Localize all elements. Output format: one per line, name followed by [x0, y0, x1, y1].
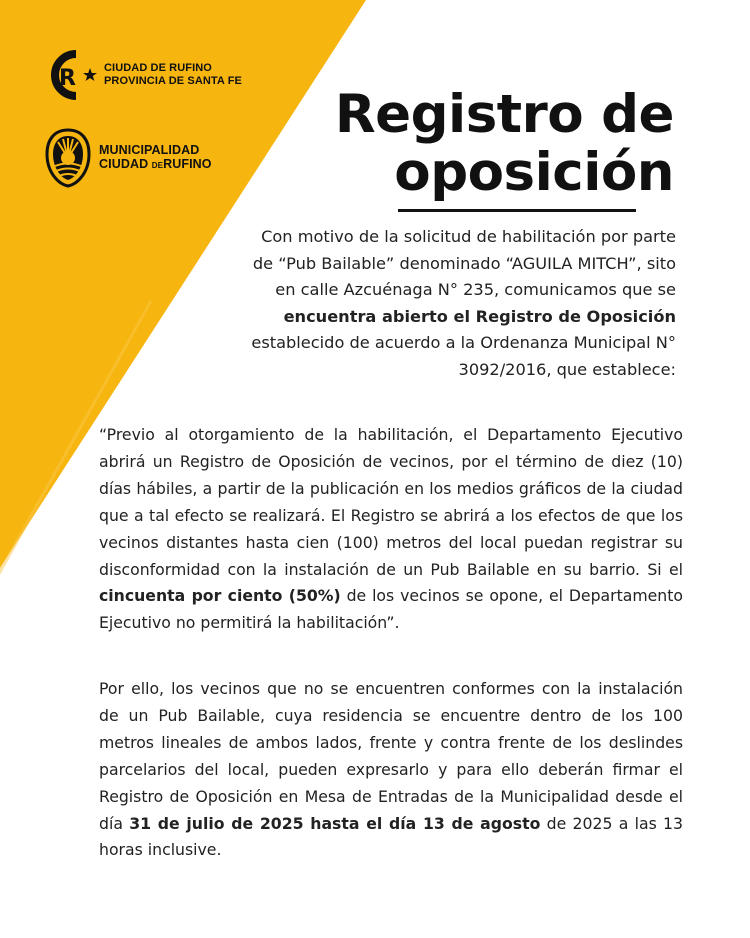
intro-highlight: encuentra abierto el Registro de Oposición: [283, 306, 676, 326]
city-name: CIUDAD DE RUFINO: [104, 62, 212, 74]
title-line-2: oposición: [394, 142, 674, 203]
municipality-label: MUNICIPALIDAD: [99, 143, 200, 157]
city-logo: [44, 48, 242, 102]
logos: [44, 48, 242, 188]
page-title: [335, 86, 674, 202]
municipal-shield-icon: [44, 128, 92, 188]
svg-text:R: R: [59, 66, 76, 91]
ordinance-quote: “Previo al otorgamiento de la habilitación, el Departamento Ejecutivo abrirá un Registro de Oposición de vecinos, por el término de diez (10) días hábiles, a partir de la publicación en los medios gráficos de la ciudad que a tal efecto se realizará. El Registro se abrirá a los efectos de que los vecinos distantes hasta cien (100) metros del local puedan registrar su disconformidad con la instalación de un Pub Bailable en su barrio. Si el cincuenta por ciento (50%) de los vecinos se opone, el Departamento Ejecutivo no permitirá la habilitación”.: [99, 425, 683, 633]
closing-paragraph: Por ello, los vecinos que no se encuentren conformes con la instalación de un Pub Bailable, cuya residencia se encuentre dentro de los 100 metros lineales de ambos lados, frente y contra frente de los deslindes parcelarios del local, pueden expresarlo y para ello deberán firmar el Registro de Oposición en Mesa de Entradas de la Municipalidad desde el día 31 de julio de 2025 hasta el día 13 de agosto de 2025 a las 13 horas inclusive.: [99, 679, 684, 860]
province-name: PROVINCIA DE SANTA FE: [104, 75, 242, 87]
date-highlight: 31 de julio de 2025 hasta el día 13 de agosto: [129, 813, 541, 833]
title-line-1: Registro de: [334, 84, 674, 145]
cr-star-icon: [44, 48, 98, 102]
intro-paragraph: Con motivo de la solicitud de habilitación por parte de “Pub Bailable” denominado “AGUILA MITCH”, sito en calle Azcuénaga N° 235, comunicamos que se encuentra abierto el Registro de Oposición establecido de acuerdo a la Ordenanza Municipal N° 3092/2016, que establece:: [251, 227, 676, 379]
title-divider: [398, 209, 636, 212]
municipality-city: CIUDAD DERUFINO: [99, 157, 212, 171]
municipality-logo: [44, 128, 242, 188]
quote-highlight: cincuenta por ciento (50%): [99, 586, 341, 606]
